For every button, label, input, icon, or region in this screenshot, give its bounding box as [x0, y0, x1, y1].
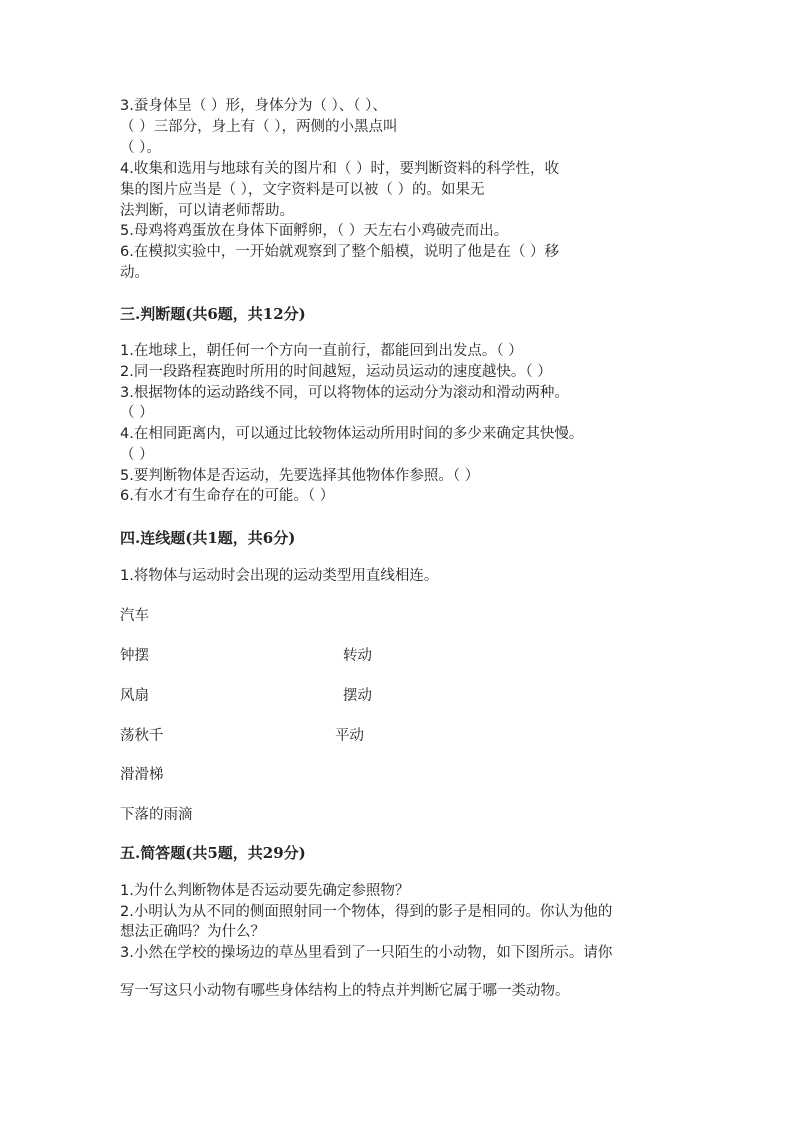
q3-4-line-2: （ ）: [120, 447, 154, 463]
q5-1: 1.为什么判断物体是否运动要先确定参照物？: [120, 883, 410, 899]
q2-4-line-1: 4.收集和选用与地球有关的图片和（ ）时，要判断资料的科学性，收: [120, 161, 559, 177]
q3-6: 6.有水才有生命存在的可能。（ ）: [120, 488, 335, 504]
match-left-item: 下落的雨滴: [120, 807, 193, 823]
q3-3-line-1: 3.根据物体的运动路线不同，可以将物体的运动分为滚动和滑动两种。: [120, 385, 569, 401]
match-right-item: 摆动: [343, 688, 372, 704]
q3-2: 2.同一段路程赛跑时所用的时间越短，运动员运动的速度越快。（ ）: [120, 364, 552, 380]
section-5-heading: 五.简答题(共5题，共29分): [120, 844, 306, 862]
q5-2-line-2: 想法正确吗？为什么？: [120, 924, 265, 940]
q2-3-line-2: （ ）三部分，身上有（ ），两侧的小黑点叫: [120, 119, 398, 135]
q5-3-line-1: 3.小然在学校的操场边的草丛里看到了一只陌生的小动物，如下图所示。请你: [120, 945, 613, 961]
match-right-item: 平动: [335, 728, 364, 744]
q5-3-line-2: 写一写这只小动物有哪些身体结构上的特点并判断它属于哪一类动物。: [120, 983, 570, 999]
match-right-item: 转动: [343, 648, 372, 664]
match-left-item: 风扇: [120, 688, 149, 704]
q2-4-line-2: 集的图片应当是（ ），文字资料是可以被（ ）的。如果无: [120, 182, 485, 198]
q3-1: 1.在地球上，朝任何一个方向一直前行，都能回到出发点。（ ）: [120, 343, 523, 359]
q3-3-line-2: （ ）: [120, 405, 154, 421]
match-left-item: 汽车: [120, 608, 149, 624]
q2-4-line-3: 法判断，可以请老师帮助。: [120, 203, 294, 219]
q2-6-line-2: 动。: [120, 265, 149, 281]
section-4-heading: 四.连线题(共1题，共6分): [120, 529, 296, 547]
match-left-item: 荡秋千: [120, 728, 164, 744]
q3-5: 5.要判断物体是否运动，先要选择其他物体作参照。（ ）: [120, 468, 480, 484]
q4-1: 1.将物体与运动时会出现的运动类型用直线相连。: [120, 568, 439, 584]
q2-3-line-1: 3.蚕身体呈（ ）形，身体分为（ ）、（ ）、: [120, 98, 387, 114]
q2-6-line-1: 6.在模拟实验中，一开始就观察到了整个船模，说明了他是在（ ）移: [120, 244, 559, 260]
q5-2-line-1: 2.小明认为从不同的侧面照射同一个物体，得到的影子是相同的。你认为他的: [120, 904, 613, 920]
q2-5-line: 5.母鸡将鸡蛋放在身体下面孵卵，（ ）天左右小鸡破壳而出。: [120, 223, 509, 239]
section-3-heading: 三.判断题(共6题，共12分): [120, 305, 306, 323]
match-left-item: 钟摆: [120, 648, 149, 664]
q2-3-line-3: （ ）。: [120, 140, 161, 156]
match-left-item: 滑滑梯: [120, 767, 164, 783]
q3-4-line-1: 4.在相同距离内，可以通过比较物体运动所用时间的多少来确定其快慢。: [120, 426, 584, 442]
